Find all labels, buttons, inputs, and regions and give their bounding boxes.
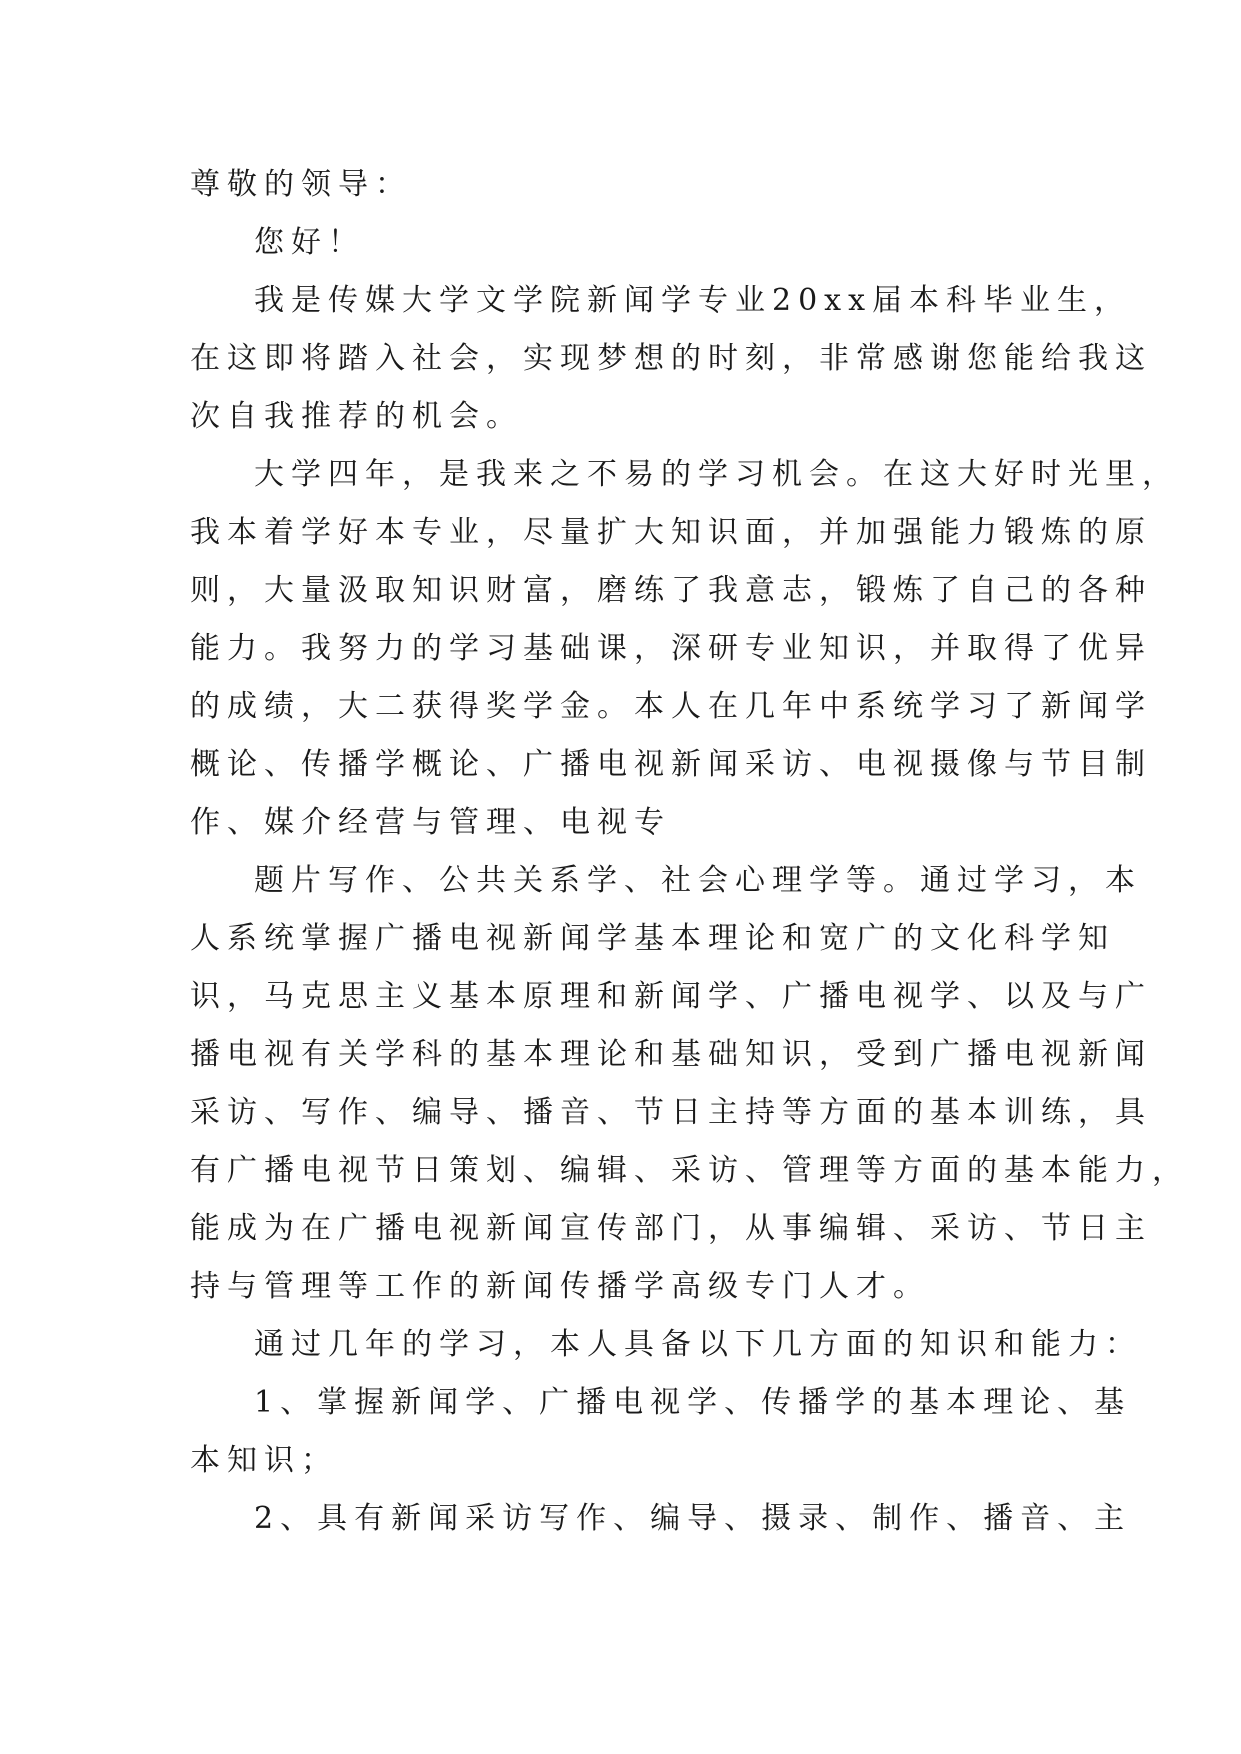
paragraph-line: 的成绩，大二获得奖学金。本人在几年中系统学习了新闻学 [190, 689, 1152, 724]
paragraph-line: 播电视有关学科的基本理论和基础知识，受到广播电视新闻 [190, 1037, 1152, 1072]
salutation: 尊敬的领导： [190, 167, 412, 202]
paragraph-line: 人系统掌握广播电视新闻学基本理论和宽广的文化科学知 [190, 921, 1115, 956]
paragraph-line: 采访、写作、编导、播音、节日主持等方面的基本训练，具 [190, 1095, 1152, 1130]
paragraph-line: 通过几年的学习，本人具备以下几方面的知识和能力： [254, 1327, 1142, 1362]
list-item-line: 1、掌握新闻学、广播电视学、传播学的基本理论、基 [254, 1385, 1132, 1420]
paragraph-line: 我是传媒大学文学院新闻学专业20xx届本科毕业生， [254, 283, 1132, 318]
paragraph-line: 能力。我努力的学习基础课，深研专业知识，并取得了优异 [190, 631, 1152, 666]
paragraph-line: 概论、传播学概论、广播电视新闻采访、电视摄像与节目制 [190, 747, 1152, 782]
paragraph-line: 题片写作、公共关系学、社会心理学等。通过学习，本 [254, 863, 1142, 898]
paragraph-line: 能成为在广播电视新闻宣传部门，从事编辑、采访、节日主 [190, 1211, 1152, 1246]
paragraph-line: 次自我推荐的机会。 [190, 399, 523, 434]
paragraph-line: 大学四年，是我来之不易的学习机会。在这大好时光里， [254, 457, 1179, 492]
paragraph-line: 识，马克思主义基本原理和新闻学、广播电视学、以及与广 [190, 979, 1152, 1014]
paragraph-line: 我本着学好本专业，尽量扩大知识面，并加强能力锻炼的原 [190, 515, 1152, 550]
paragraph-line: 持与管理等工作的新闻传播学高级专门人才。 [190, 1269, 930, 1304]
paragraph-line: 则，大量汲取知识财富，磨练了我意志，锻炼了自己的各种 [190, 573, 1152, 608]
paragraph-line: 有广播电视节日策划、编辑、采访、管理等方面的基本能力， [190, 1153, 1189, 1188]
paragraph-line: 作、媒介经营与管理、电视专 [190, 805, 671, 840]
greeting: 您好！ [254, 225, 365, 260]
list-item-line: 2、具有新闻采访写作、编导、摄录、制作、播音、主 [254, 1501, 1132, 1536]
paragraph-line: 在这即将踏入社会，实现梦想的时刻，非常感谢您能给我这 [190, 341, 1152, 376]
list-item-line: 本知识； [190, 1443, 338, 1478]
